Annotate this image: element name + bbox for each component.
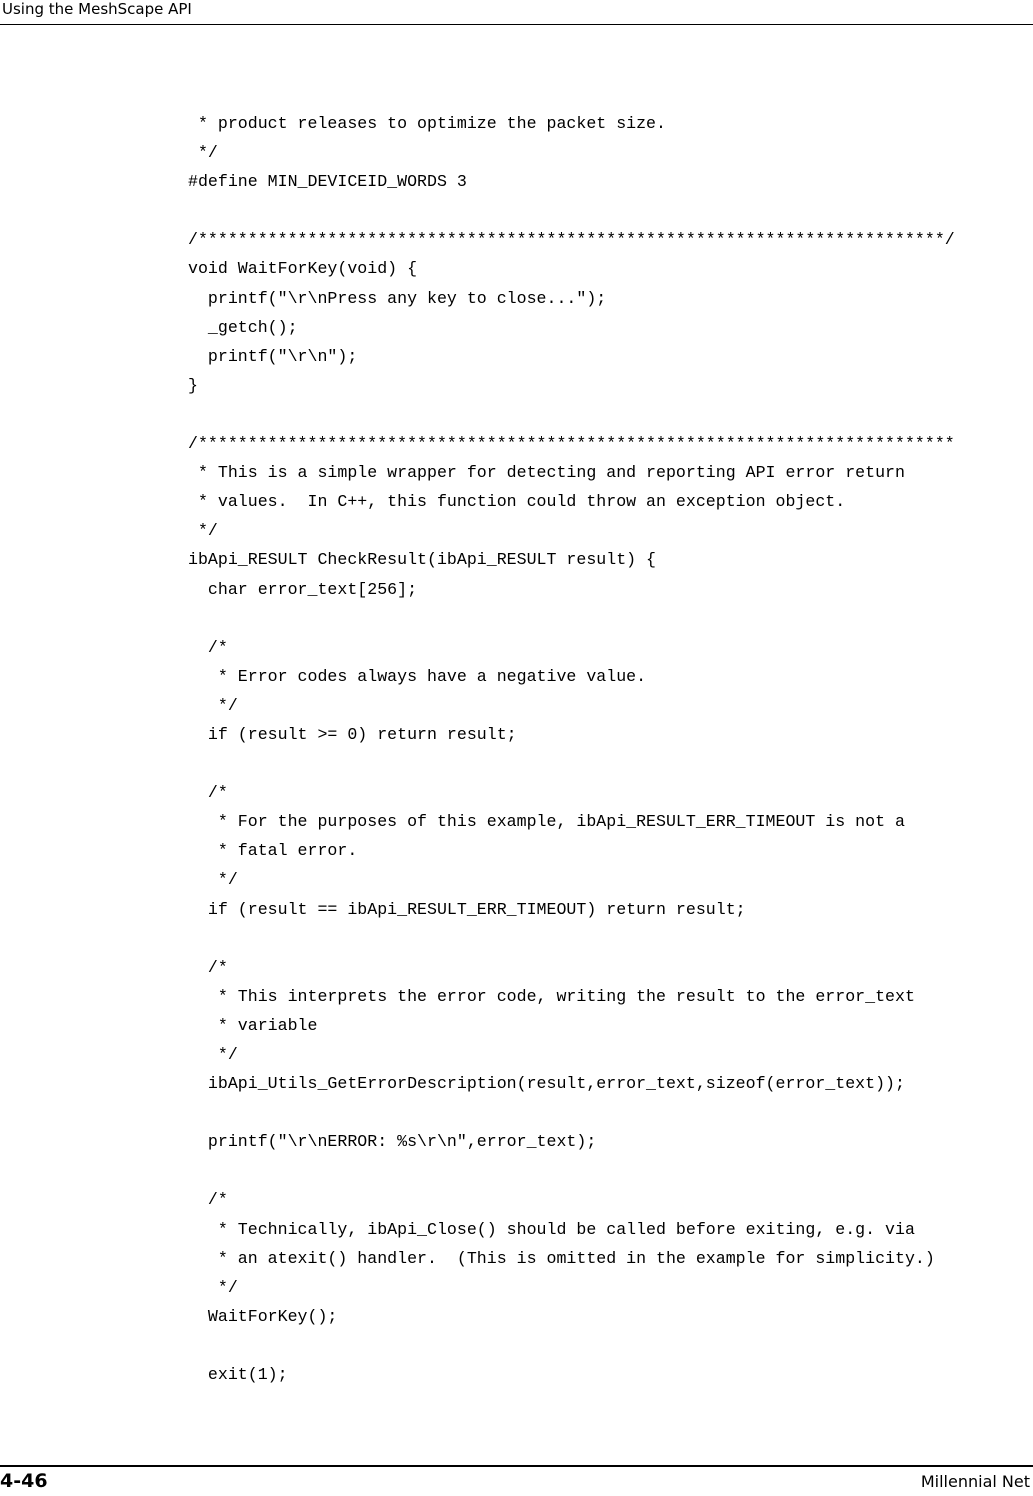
code-line: */ [188,521,218,541]
code-line [188,400,955,429]
code-line: * fatal error. [188,841,358,861]
code-line [188,1331,955,1360]
code-line: ibApi_Utils_GetErrorDescription(result,error_text,sizeof(error_text)); [188,1074,905,1094]
code-line [188,749,955,778]
code-line: * Error codes always have a negative value. [188,666,647,686]
code-line: printf("\r\nPress any key to close..."); [188,288,607,308]
code-line: */ [188,1045,238,1064]
code-line: * For the purposes of this example, ibApi_RESULT_ERR_TIMEOUT is not a [188,812,905,832]
page-footer [0,1465,1033,1496]
code-line: } [188,375,198,395]
code-line: /* [188,957,228,977]
code-line [188,1156,955,1185]
code-line: char error_text[256]; [188,579,418,599]
code-line: /**************************************************************************** [188,434,955,454]
code-line: */ [188,870,238,890]
code-line: #define MIN_DEVICEID_WORDS 3 [188,172,467,192]
code-line: printf("\r\n"); [188,346,358,366]
code-line [188,924,955,953]
code-line: /* [188,783,228,803]
code-line: if (result == ibApi_RESULT_ERR_TIMEOUT) return result; [188,899,746,919]
code-line: * product releases to optimize the packet size. [188,114,666,133]
code-line: printf("\r\nERROR: %s\r\n",error_text); [188,1132,597,1152]
code-line: * an atexit() handler. (This is omitted in the example for simplicity.) [188,1248,935,1268]
code-line: */ [188,695,238,715]
page-header [0,0,1033,25]
header-title: Using the MeshScape API [2,0,192,18]
code-line: WaitForKey(); [188,1306,338,1326]
code-line: if (result >= 0) return result; [188,724,517,744]
code-line: /* [188,1190,228,1210]
code-line [188,1098,955,1127]
page-number: 4-46 [0,1470,48,1492]
footer-brand: Millennial Net [920,1472,1030,1491]
code-line: void WaitForKey(void) { [188,259,418,279]
code-line: /***************************************************************************/ [188,230,955,250]
code-line: _getch(); [188,317,298,337]
code-line: * values. In C++, this function could throw an exception object. [188,492,846,512]
code-line: * This interprets the error code, writing the result to the error_text [188,986,915,1006]
code-line: /* [188,637,228,657]
code-line: ibApi_RESULT CheckResult(ibApi_RESULT result) { [188,550,657,570]
code-line [188,196,955,225]
code-line: */ [188,143,218,163]
code-line: exit(1); [188,1365,288,1385]
code-line: * This is a simple wrapper for detecting and reporting API error return [188,463,905,483]
code-line [188,604,955,633]
code-line: */ [188,1277,238,1297]
code-listing [188,109,955,1389]
code-line: * Technically, ibApi_Close() should be called before exiting, e.g. via [188,1219,915,1239]
code-line: * variable [188,1015,318,1035]
